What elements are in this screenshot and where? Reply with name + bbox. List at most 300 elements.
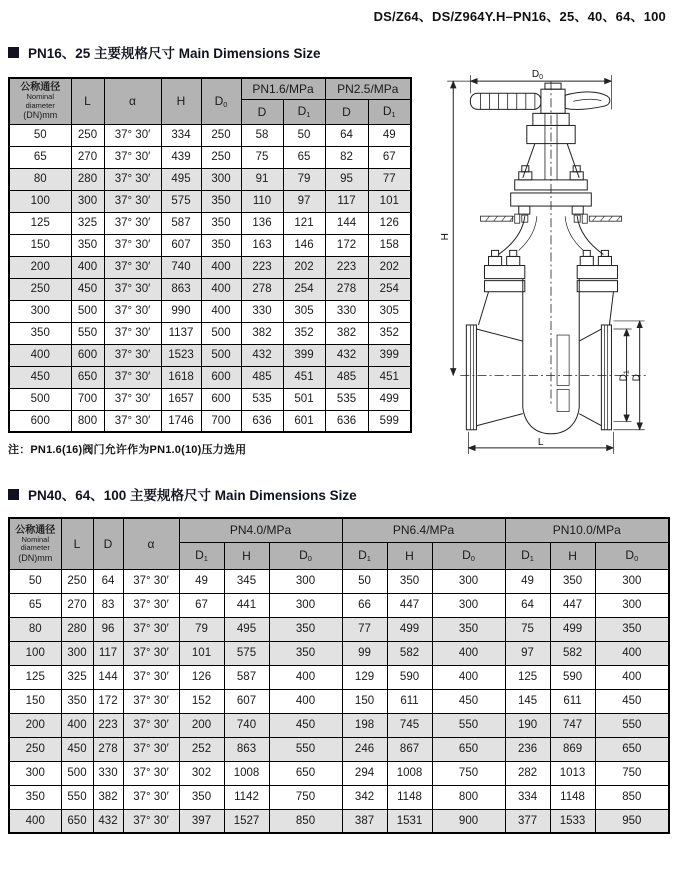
table-cell: 382 [93,785,123,809]
table-cell: 1618 [161,366,201,388]
table-cell: 550 [61,785,93,809]
table-row [9,212,411,234]
section-heading-label: PN40、64、100 主要规格尺寸 Main Dimensions Size [28,488,357,503]
pn16-25-dimensions-table [8,77,412,433]
table-cell: 350 [432,617,505,641]
table-cell: 1527 [224,809,269,833]
table-cell: 300 [432,569,505,593]
table-cell: 400 [432,665,505,689]
col-header-D1: $D_1$ [342,542,387,569]
table-cell: 302 [179,761,224,785]
table-cell: 582 [550,641,595,665]
table-cell: 37° 30′ [104,146,161,168]
table-cell: 152 [179,689,224,713]
table-cell: 250 [61,569,93,593]
pressure-note: 注：PN1.6(16)阀门允许作为PN1.0(10)压力选用 [8,444,247,456]
table-cell: 50 [283,124,325,146]
table-cell: 334 [161,124,201,146]
table-cell: 499 [368,388,411,410]
table-cell: 495 [161,168,201,190]
table-cell: 150 [9,234,71,256]
table-cell: 79 [179,617,224,641]
table-cell: 1013 [550,761,595,785]
table-row [9,410,411,432]
table-cell: 1142 [224,785,269,809]
col-header-D1: $D_1$ [368,99,411,124]
table-row [9,190,411,212]
table-cell: 450 [269,713,342,737]
table-cell: 200 [9,713,61,737]
table-cell: 150 [342,689,387,713]
table-cell: 252 [179,737,224,761]
pn40-64-100-dimensions-table [8,517,670,834]
table-cell: 500 [9,388,71,410]
table-cell: 37° 30′ [104,256,161,278]
table-cell: 1746 [161,410,201,432]
table-cell: 400 [9,809,61,833]
table-cell: 37° 30′ [104,190,161,212]
table-cell: 280 [71,168,104,190]
group-header-pn40: PN4.0/MPa [179,518,342,542]
table-cell: 867 [387,737,432,761]
table-cell: 485 [325,366,368,388]
table-cell: 400 [9,344,71,366]
table-cell: 254 [368,278,411,300]
table-row [9,344,411,366]
table-cell: 37° 30′ [123,689,179,713]
group-header-pn16: PN1.6/MPa [241,78,325,99]
table-cell: 300 [595,593,669,617]
table-cell: 58 [241,124,283,146]
table-cell: 352 [283,322,325,344]
table-cell: 599 [368,410,411,432]
nominal-en2: diameter [20,543,50,553]
table-cell: 37° 30′ [123,593,179,617]
table-cell: 254 [283,278,325,300]
table-row [9,234,411,256]
square-bullet-icon [8,489,19,500]
table-cell: 37° 30′ [104,212,161,234]
table-cell: 300 [269,569,342,593]
table-cell: 126 [179,665,224,689]
table-cell: 49 [179,569,224,593]
nominal-cn: 公称通径 [15,524,56,536]
table-cell: 136 [241,212,283,234]
table-cell: 223 [241,256,283,278]
table-cell: 400 [61,713,93,737]
gate-valve-svg [426,65,676,460]
table-cell: 97 [505,641,550,665]
table-cell: 37° 30′ [123,809,179,833]
table-cell: 146 [283,234,325,256]
table-cell: 126 [368,212,411,234]
table-cell: 246 [342,737,387,761]
table-cell: 278 [93,737,123,761]
table-cell: 950 [595,809,669,833]
table-cell: 145 [505,689,550,713]
table-cell: 750 [432,761,505,785]
table-cell: 800 [432,785,505,809]
weld-end-left [466,292,522,430]
table-cell: 382 [325,322,368,344]
table-cell: 50 [9,124,71,146]
table-cell: 101 [368,190,411,212]
section-heading-pn40-64-100 [8,484,668,504]
injection-fitting-left [480,214,527,223]
table-cell: 350 [61,689,93,713]
table-cell: 150 [9,689,61,713]
table-cell: 350 [595,617,669,641]
table-cell: 350 [9,785,61,809]
col-header-L: L [71,78,104,124]
section-heading-pn16-25 [8,42,668,62]
table-cell: 202 [368,256,411,278]
table-cell: 501 [283,388,325,410]
table-cell: 64 [325,124,368,146]
table-cell: 100 [9,641,61,665]
table-cell: 300 [71,190,104,212]
table-cell: 278 [325,278,368,300]
col-header-D0: $D_0$ [432,542,505,569]
table-cell: 305 [368,300,411,322]
table-cell: 37° 30′ [123,569,179,593]
table-cell: 350 [9,322,71,344]
table-cell: 400 [269,689,342,713]
square-bullet-icon [8,47,19,58]
nominal-en1: Nominal [21,534,49,544]
table-cell: 500 [201,322,241,344]
table-cell: 37° 30′ [104,366,161,388]
table-cell: 37° 30′ [123,617,179,641]
col-header-D: D [241,99,283,124]
table-row [9,689,669,713]
table-cell: 65 [9,593,61,617]
table-cell: 64 [93,569,123,593]
dim-label-D: D [631,374,643,382]
table-cell: 300 [9,300,71,322]
table-cell: 1523 [161,344,201,366]
table-cell: 447 [387,593,432,617]
table-cell: 500 [201,344,241,366]
table-cell: 499 [387,617,432,641]
col-header-D0: $D_0$ [595,542,669,569]
table-cell: 37° 30′ [123,713,179,737]
table-cell: 300 [9,761,61,785]
group-header-pn25: PN2.5/MPa [325,78,411,99]
table-cell: 37° 30′ [123,737,179,761]
table-cell: 65 [9,146,71,168]
table-cell: 37° 30′ [104,410,161,432]
table-cell: 144 [93,665,123,689]
table-cell: 67 [368,146,411,168]
table-row [9,761,669,785]
table-cell: 117 [325,190,368,212]
group-header-pn100: PN10.0/MPa [505,518,669,542]
table-cell: 280 [61,617,93,641]
table-cell: 600 [201,388,241,410]
table-cell: 350 [269,641,342,665]
table-cell: 65 [283,146,325,168]
table-cell: 745 [387,713,432,737]
table-cell: 850 [269,809,342,833]
table-cell: 91 [241,168,283,190]
table-row [9,366,411,388]
table-cell: 117 [93,641,123,665]
table-cell: 77 [368,168,411,190]
table-cell: 550 [432,713,505,737]
group-header-pn64: PN6.4/MPa [342,518,505,542]
table-cell: 125 [9,665,61,689]
table-cell: 607 [161,234,201,256]
table-cell: 163 [241,234,283,256]
col-header-D1: $D_1$ [505,542,550,569]
table-cell: 37° 30′ [123,761,179,785]
col-header-D0: $D_0$ [269,542,342,569]
table-cell: 250 [9,278,71,300]
nominal-en1: Nominal [26,92,54,102]
table-cell: 432 [241,344,283,366]
table-cell: 67 [179,593,224,617]
table-cell: 97 [283,190,325,212]
section-heading-label: PN16、25 主要规格尺寸 Main Dimensions Size [28,46,321,61]
table-cell: 37° 30′ [123,665,179,689]
table-cell: 300 [595,569,669,593]
table-cell: 300 [201,168,241,190]
table-cell: 636 [241,410,283,432]
table-cell: 485 [241,366,283,388]
pn40-64-100-table-wrap [8,517,668,834]
table-row [9,641,669,665]
table-cell: 101 [179,641,224,665]
table-cell: 550 [595,713,669,737]
table-cell: 400 [71,256,104,278]
table-cell: 294 [342,761,387,785]
table-cell: 99 [342,641,387,665]
table-cell: 50 [342,569,387,593]
table-cell: 400 [595,665,669,689]
col-header-L: L [61,518,93,569]
table-cell: 1657 [161,388,201,410]
table-row [9,713,669,737]
table-row [9,617,669,641]
table-cell: 110 [241,190,283,212]
table-cell: 202 [283,256,325,278]
table-cell: 863 [161,278,201,300]
table-cell: 96 [93,617,123,641]
table-cell: 37° 30′ [104,300,161,322]
table-cell: 387 [342,809,387,833]
table-cell: 377 [505,809,550,833]
col-header-D1: $D_1$ [179,542,224,569]
table-cell: 66 [342,593,387,617]
table-cell: 172 [93,689,123,713]
table-cell: 100 [9,190,71,212]
table-cell: 198 [342,713,387,737]
table-cell: 1148 [550,785,595,809]
weld-end-right [579,292,613,430]
table-cell: 325 [61,665,93,689]
table-cell: 80 [9,168,71,190]
table-cell: 75 [505,617,550,641]
table-cell: 37° 30′ [123,785,179,809]
table-cell: 172 [325,234,368,256]
table-cell: 37° 30′ [104,322,161,344]
col-header-D0: $D_0$ [201,78,241,124]
table-cell: 330 [241,300,283,322]
table-cell: 500 [71,300,104,322]
table-cell: 125 [505,665,550,689]
table-row [9,785,669,809]
table-cell: 82 [325,146,368,168]
table-cell: 650 [432,737,505,761]
pn40-64-100-table-body [9,569,669,833]
table-cell: 990 [161,300,201,322]
table-cell: 250 [9,737,61,761]
col-header-H: H [550,542,595,569]
table-cell: 37° 30′ [104,344,161,366]
col-header-H: H [387,542,432,569]
col-header-H: H [161,78,201,124]
table-cell: 590 [550,665,595,689]
table-cell: 400 [432,641,505,665]
table-cell: 450 [71,278,104,300]
table-cell: 223 [325,256,368,278]
table-cell: 350 [201,212,241,234]
table-cell: 439 [161,146,201,168]
table-cell: 1533 [550,809,595,833]
table-cell: 325 [71,212,104,234]
table-cell: 350 [269,617,342,641]
table-cell: 450 [595,689,669,713]
table-cell: 270 [61,593,93,617]
table-cell: 495 [224,617,269,641]
table-cell: 1137 [161,322,201,344]
nominal-cn: 公称通径 [20,82,61,94]
table-cell: 650 [595,737,669,761]
table-cell: 450 [432,689,505,713]
table-row [9,300,411,322]
table-cell: 650 [269,761,342,785]
table-cell: 611 [550,689,595,713]
table-cell: 850 [595,785,669,809]
table-row [9,737,669,761]
table-cell: 650 [61,809,93,833]
col-header-D1: $D_1$ [283,99,325,124]
table-cell: 587 [161,212,201,234]
table-cell: 37° 30′ [104,124,161,146]
dim-label-D0: $D_0$ [531,69,544,82]
table-cell: 611 [387,689,432,713]
table-cell: 750 [595,761,669,785]
table-row [9,809,669,833]
table-cell: 236 [505,737,550,761]
table-cell: 800 [71,410,104,432]
table-cell: 64 [505,593,550,617]
table-row [9,665,669,689]
table-cell: 352 [368,322,411,344]
table-cell: 144 [325,212,368,234]
table-cell: 223 [93,713,123,737]
table-cell: 582 [387,641,432,665]
table-cell: 432 [93,809,123,833]
pn16-25-table-wrap [8,77,412,457]
table-cell: 397 [179,809,224,833]
table-cell: 750 [269,785,342,809]
table-cell: 300 [432,593,505,617]
table-cell: 451 [283,366,325,388]
table-cell: 700 [201,410,241,432]
table-cell: 499 [550,617,595,641]
table-cell: 400 [201,300,241,322]
table-cell: 95 [325,168,368,190]
dim-label-L: L [537,436,544,448]
nominal-unit: (DN)mm [23,110,58,121]
table-cell: 400 [595,641,669,665]
table-cell: 129 [342,665,387,689]
table-cell: 330 [325,300,368,322]
table-cell: 747 [550,713,595,737]
table-cell: 447 [550,593,595,617]
table-cell: 37° 30′ [104,168,161,190]
table-cell: 400 [201,256,241,278]
table-cell: 50 [9,569,61,593]
nominal-unit: (DN)mm [18,552,53,563]
table-row [9,124,411,146]
table-cell: 79 [283,168,325,190]
table-cell: 600 [201,366,241,388]
table-cell: 200 [179,713,224,737]
table-cell: 250 [71,124,104,146]
table-cell: 80 [9,617,61,641]
table-cell: 270 [71,146,104,168]
table-cell: 75 [241,146,283,168]
table-cell: 190 [505,713,550,737]
table-cell: 350 [71,234,104,256]
col-header-alpha: α [104,78,161,124]
table-cell: 350 [201,234,241,256]
pn16-25-table-body [9,124,411,432]
table-row [9,593,669,617]
table-cell: 350 [201,190,241,212]
table-row [9,168,411,190]
table-cell: 441 [224,593,269,617]
nominal-en2: diameter [25,100,55,110]
table-cell: 382 [241,322,283,344]
col-header-nominal-diameter [9,518,61,569]
table-cell: 575 [161,190,201,212]
table-cell: 83 [93,593,123,617]
table-cell: 300 [269,593,342,617]
dim-label-H: H [440,233,452,241]
table-cell: 1008 [387,761,432,785]
handwheel [470,83,609,113]
table-cell: 300 [61,641,93,665]
table-cell: 550 [71,322,104,344]
table-cell: 601 [283,410,325,432]
table-cell: 700 [71,388,104,410]
table-row [9,146,411,168]
table-cell: 250 [201,124,241,146]
col-header-D: D [93,518,123,569]
table-cell: 399 [283,344,325,366]
table-cell: 1148 [387,785,432,809]
table-cell: 636 [325,410,368,432]
table-cell: 200 [9,256,71,278]
table-cell: 125 [9,212,71,234]
table-cell: 250 [201,146,241,168]
table-cell: 863 [224,737,269,761]
table-cell: 37° 30′ [104,234,161,256]
